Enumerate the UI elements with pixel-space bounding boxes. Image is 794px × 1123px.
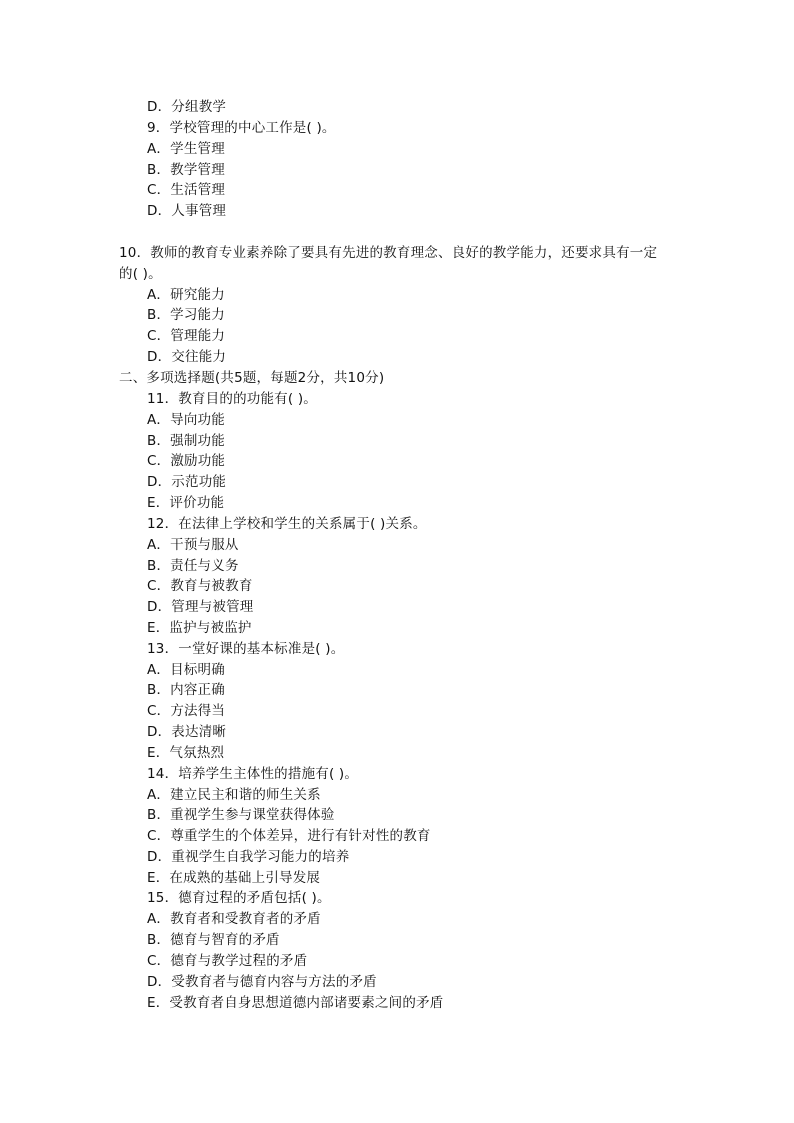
option-13-c: C．方法得当 — [147, 703, 226, 719]
option-14-d: D．重视学生自我学习能力的培养 — [147, 849, 350, 865]
option-13-b: B．内容正确 — [147, 682, 225, 698]
option-11-a: A．导向功能 — [147, 412, 225, 428]
option-8-d: D．分组教学 — [147, 99, 227, 115]
question-15: 15．德育过程的矛盾包括( )。 — [147, 890, 331, 906]
question-11: 11．教育目的的功能有( )。 — [147, 391, 318, 407]
option-10-d: D．交往能力 — [147, 349, 227, 365]
option-11-d: D．示范功能 — [147, 474, 227, 490]
option-12-b: B．责任与义务 — [147, 558, 239, 574]
question-10: 10．教师的教育专业素养除了要具有先进的教育理念、良好的教学能力，还要求具有一定 — [119, 245, 658, 261]
option-11-e: E．评价功能 — [147, 495, 225, 511]
question-10-continued: 的( )。 — [119, 266, 162, 282]
option-14-e: E．在成熟的基础上引导发展 — [147, 870, 321, 886]
question-13: 13．一堂好课的基本标准是( )。 — [147, 641, 345, 657]
option-11-c: C．激励功能 — [147, 453, 226, 469]
option-15-e: E．受教育者自身思想道德内部诸要素之间的矛盾 — [147, 995, 444, 1011]
option-15-d: D．受教育者与德育内容与方法的矛盾 — [147, 974, 377, 990]
question-12: 12．在法律上学校和学生的关系属于( )关系。 — [147, 516, 427, 532]
option-9-c: C．生活管理 — [147, 182, 226, 198]
option-14-b: B．重视学生参与课堂获得体验 — [147, 807, 335, 823]
question-14: 14．培养学生主体性的措施有( )。 — [147, 766, 359, 782]
option-15-b: B．德育与智育的矛盾 — [147, 932, 280, 948]
option-9-d: D．人事管理 — [147, 203, 227, 219]
option-12-c: C．教育与被教育 — [147, 578, 253, 594]
option-9-b: B．教学管理 — [147, 162, 225, 178]
option-14-a: A．建立民主和谐的师生关系 — [147, 787, 321, 803]
option-10-a: A．研究能力 — [147, 287, 225, 303]
option-10-c: C．管理能力 — [147, 328, 226, 344]
option-13-d: D．表达清晰 — [147, 724, 227, 740]
option-13-a: A．目标明确 — [147, 662, 225, 678]
option-15-c: C．德育与教学过程的矛盾 — [147, 953, 308, 969]
option-10-b: B．学习能力 — [147, 307, 225, 323]
option-14-c: C．尊重学生的个体差异，进行有针对性的教育 — [147, 828, 431, 844]
question-9: 9．学校管理的中心工作是( )。 — [147, 120, 336, 136]
option-12-e: E．监护与被监护 — [147, 620, 252, 636]
option-15-a: A．教育者和受教育者的矛盾 — [147, 911, 321, 927]
option-12-d: D．管理与被管理 — [147, 599, 254, 615]
option-11-b: B．强制功能 — [147, 433, 225, 449]
option-9-a: A．学生管理 — [147, 141, 225, 157]
option-12-a: A．干预与服从 — [147, 537, 239, 553]
section-heading-multiple-choice: 二、多项选择题(共5题，每题2分，共10分) — [119, 370, 385, 386]
option-13-e: E．气氛热烈 — [147, 745, 225, 761]
